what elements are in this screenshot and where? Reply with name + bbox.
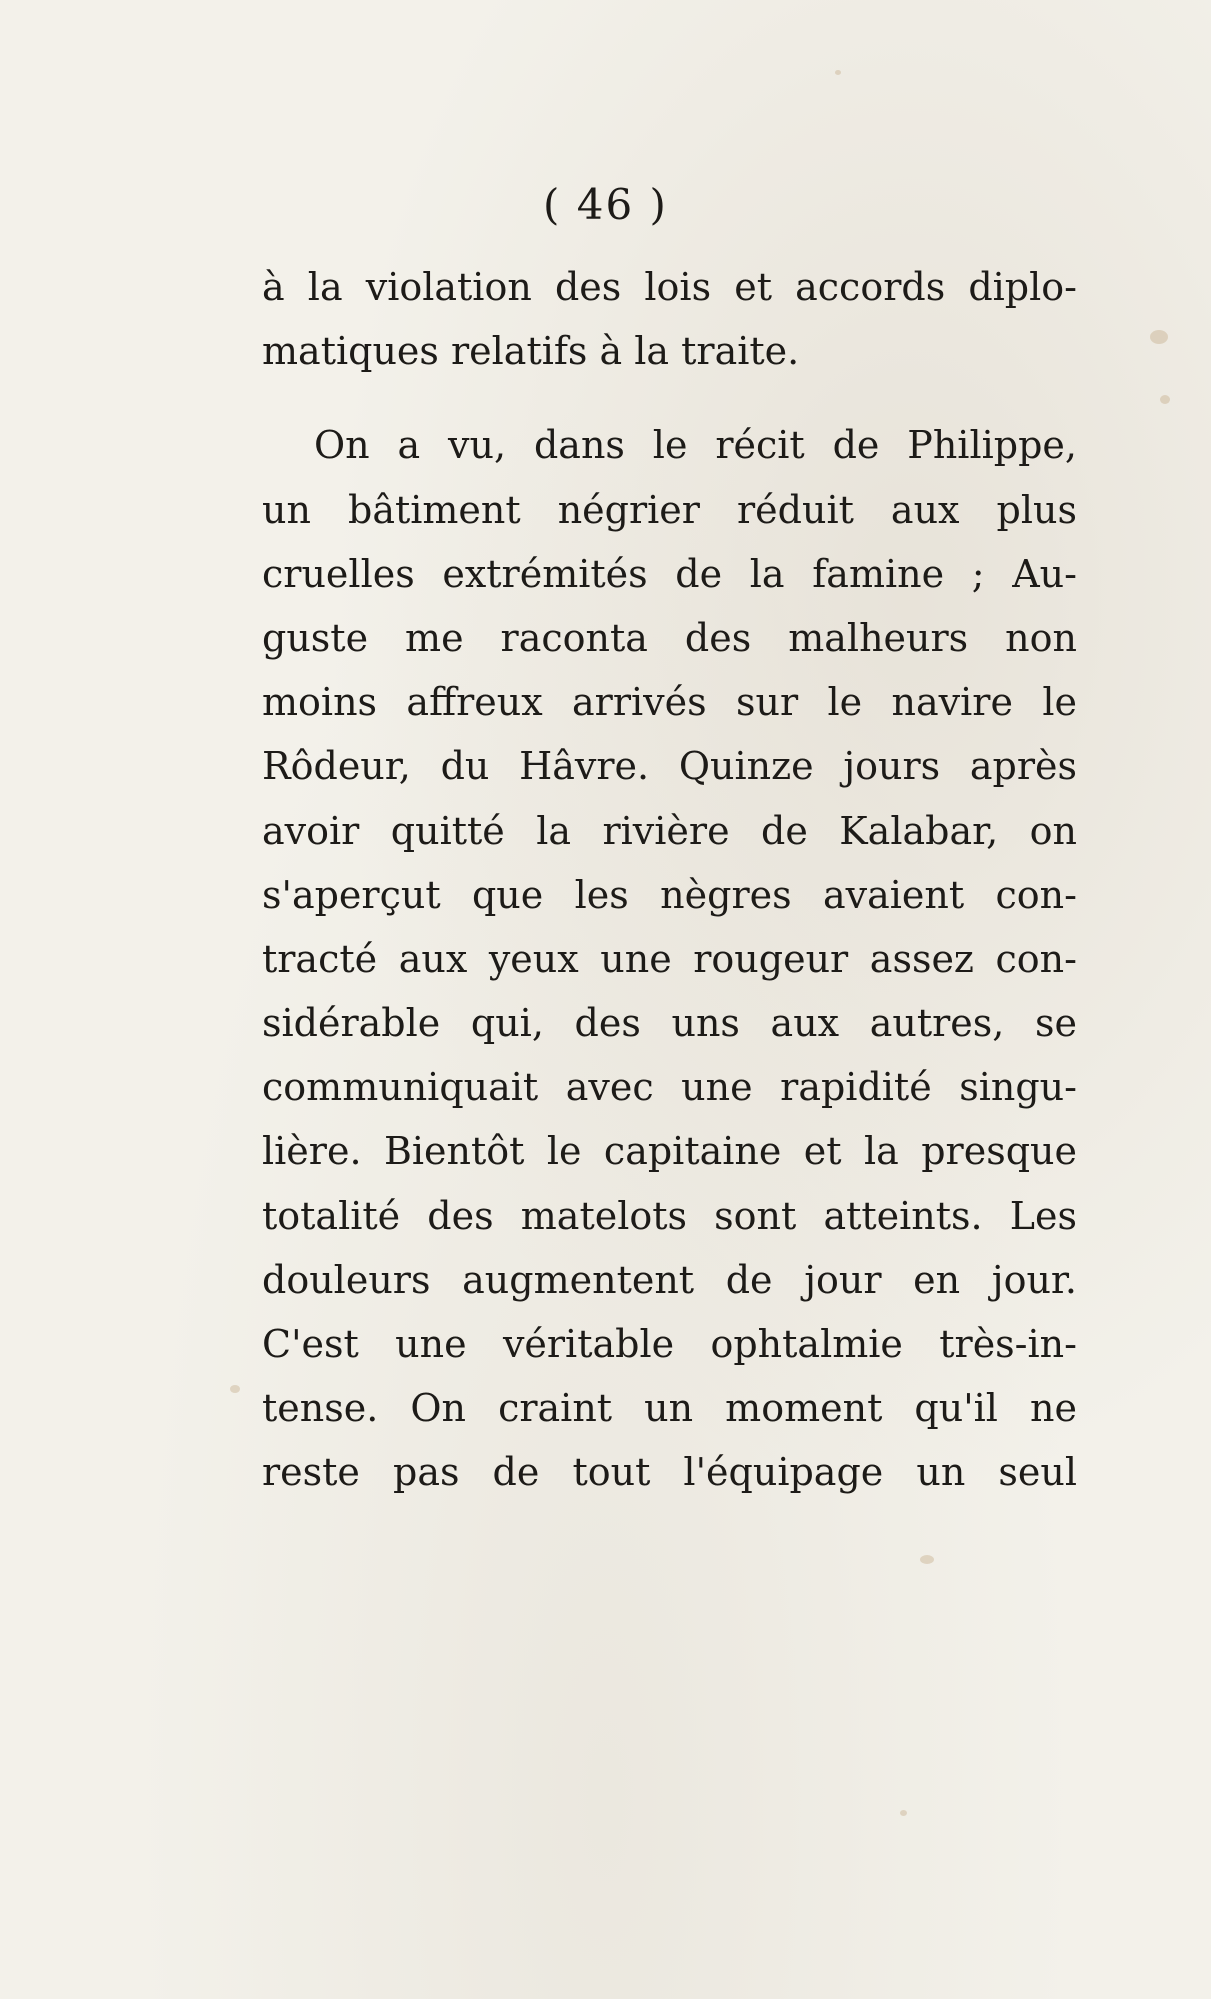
text-line: un bâtiment négrier réduit aux plus	[262, 487, 1077, 532]
text-line: moins affreux arrivés sur le navire le	[262, 680, 1077, 725]
text-line: matiques relatifs à la traite.	[262, 329, 800, 374]
text-line: douleurs augmentent de jour en jour.	[262, 1257, 1077, 1302]
text-line: reste pas de tout l'équipage un seul	[262, 1450, 1077, 1495]
text-line: Rôdeur, du Hâvre. Quinze jours après	[262, 744, 1077, 789]
text-line: avoir quitté la rivière de Kalabar, on	[262, 808, 1077, 853]
text-line: sidérable qui, des uns aux autres, se	[262, 1001, 1077, 1046]
paper-speck	[1160, 395, 1170, 404]
text-line: tense. On craint un moment qu'il ne	[262, 1386, 1077, 1431]
text-line: cruelles extrémités de la famine ; Au-	[262, 551, 1077, 596]
text-body	[262, 255, 1077, 1505]
text-line: à la violation des lois et accords diplo-	[262, 265, 1077, 309]
paper-speck	[900, 1810, 907, 1816]
page-number: ( 46 )	[543, 180, 668, 229]
text-line: tracté aux yeux une rougeur assez con-	[262, 936, 1077, 981]
text-line: communiquait avec une rapidité singu-	[262, 1065, 1077, 1110]
paragraph	[262, 413, 1077, 1504]
text-line: lière. Bientôt le capitaine et la presque	[262, 1129, 1077, 1174]
paper-speck	[920, 1555, 934, 1564]
text-line: s'aperçut que les nègres avaient con-	[262, 872, 1077, 917]
text-line: guste me raconta des malheurs non	[262, 615, 1077, 660]
text-line: totalité des matelots sont atteints. Les	[262, 1193, 1077, 1238]
paper-speck	[835, 70, 841, 75]
paper-speck	[230, 1385, 240, 1393]
text-line: C'est une véritable ophtalmie très-in-	[262, 1322, 1077, 1366]
paper-speck	[1150, 330, 1168, 344]
paragraph	[262, 255, 1077, 383]
text-line: On a vu, dans le récit de Philippe,	[314, 423, 1077, 468]
